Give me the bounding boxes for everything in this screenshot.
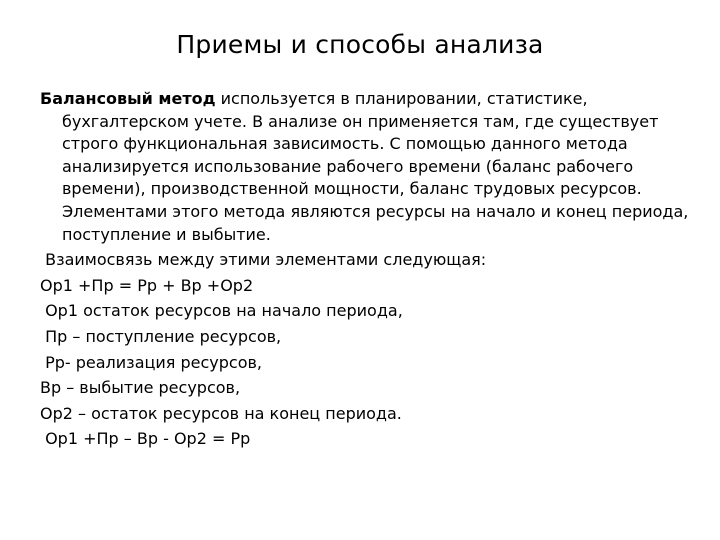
slide-title: Приемы и способы анализа <box>176 30 544 59</box>
definition-rr: Рр- реализация ресурсов, <box>40 352 263 372</box>
intro-text: используется в планировании, статистике, бухгалтерском учете. В анализе он применяется там, где существует строго функциональная зависимость. С помощью данного метода анализируется использование рабочего времени (баланс рабочего времени), производственной мощности, баланс трудовых ресурсов. Элементами этого метода являются ресурсы на начало и конец периода, поступление и выбытие. <box>62 89 689 244</box>
intro-paragraph <box>40 88 700 246</box>
definition-pr: Пр – поступление ресурсов, <box>40 326 282 346</box>
definition-or2: Ор2 – остаток ресурсов на конец периода. <box>40 403 402 423</box>
definition-or1: Ор1 остаток ресурсов на начало периода, <box>40 301 403 321</box>
derived-formula: Ор1 +Пр – Вр - Ор2 = Рр <box>40 429 251 449</box>
relationship-line: Взаимосвязь между этими элементами следующая: <box>40 250 487 270</box>
balance-formula: Ор1 +Пр = Рр + Вр +Ор2 <box>40 275 254 295</box>
slide-body <box>40 88 700 451</box>
intro-term: Балансовый метод <box>40 89 216 108</box>
definition-vr: Вр – выбытие ресурсов, <box>40 378 241 398</box>
